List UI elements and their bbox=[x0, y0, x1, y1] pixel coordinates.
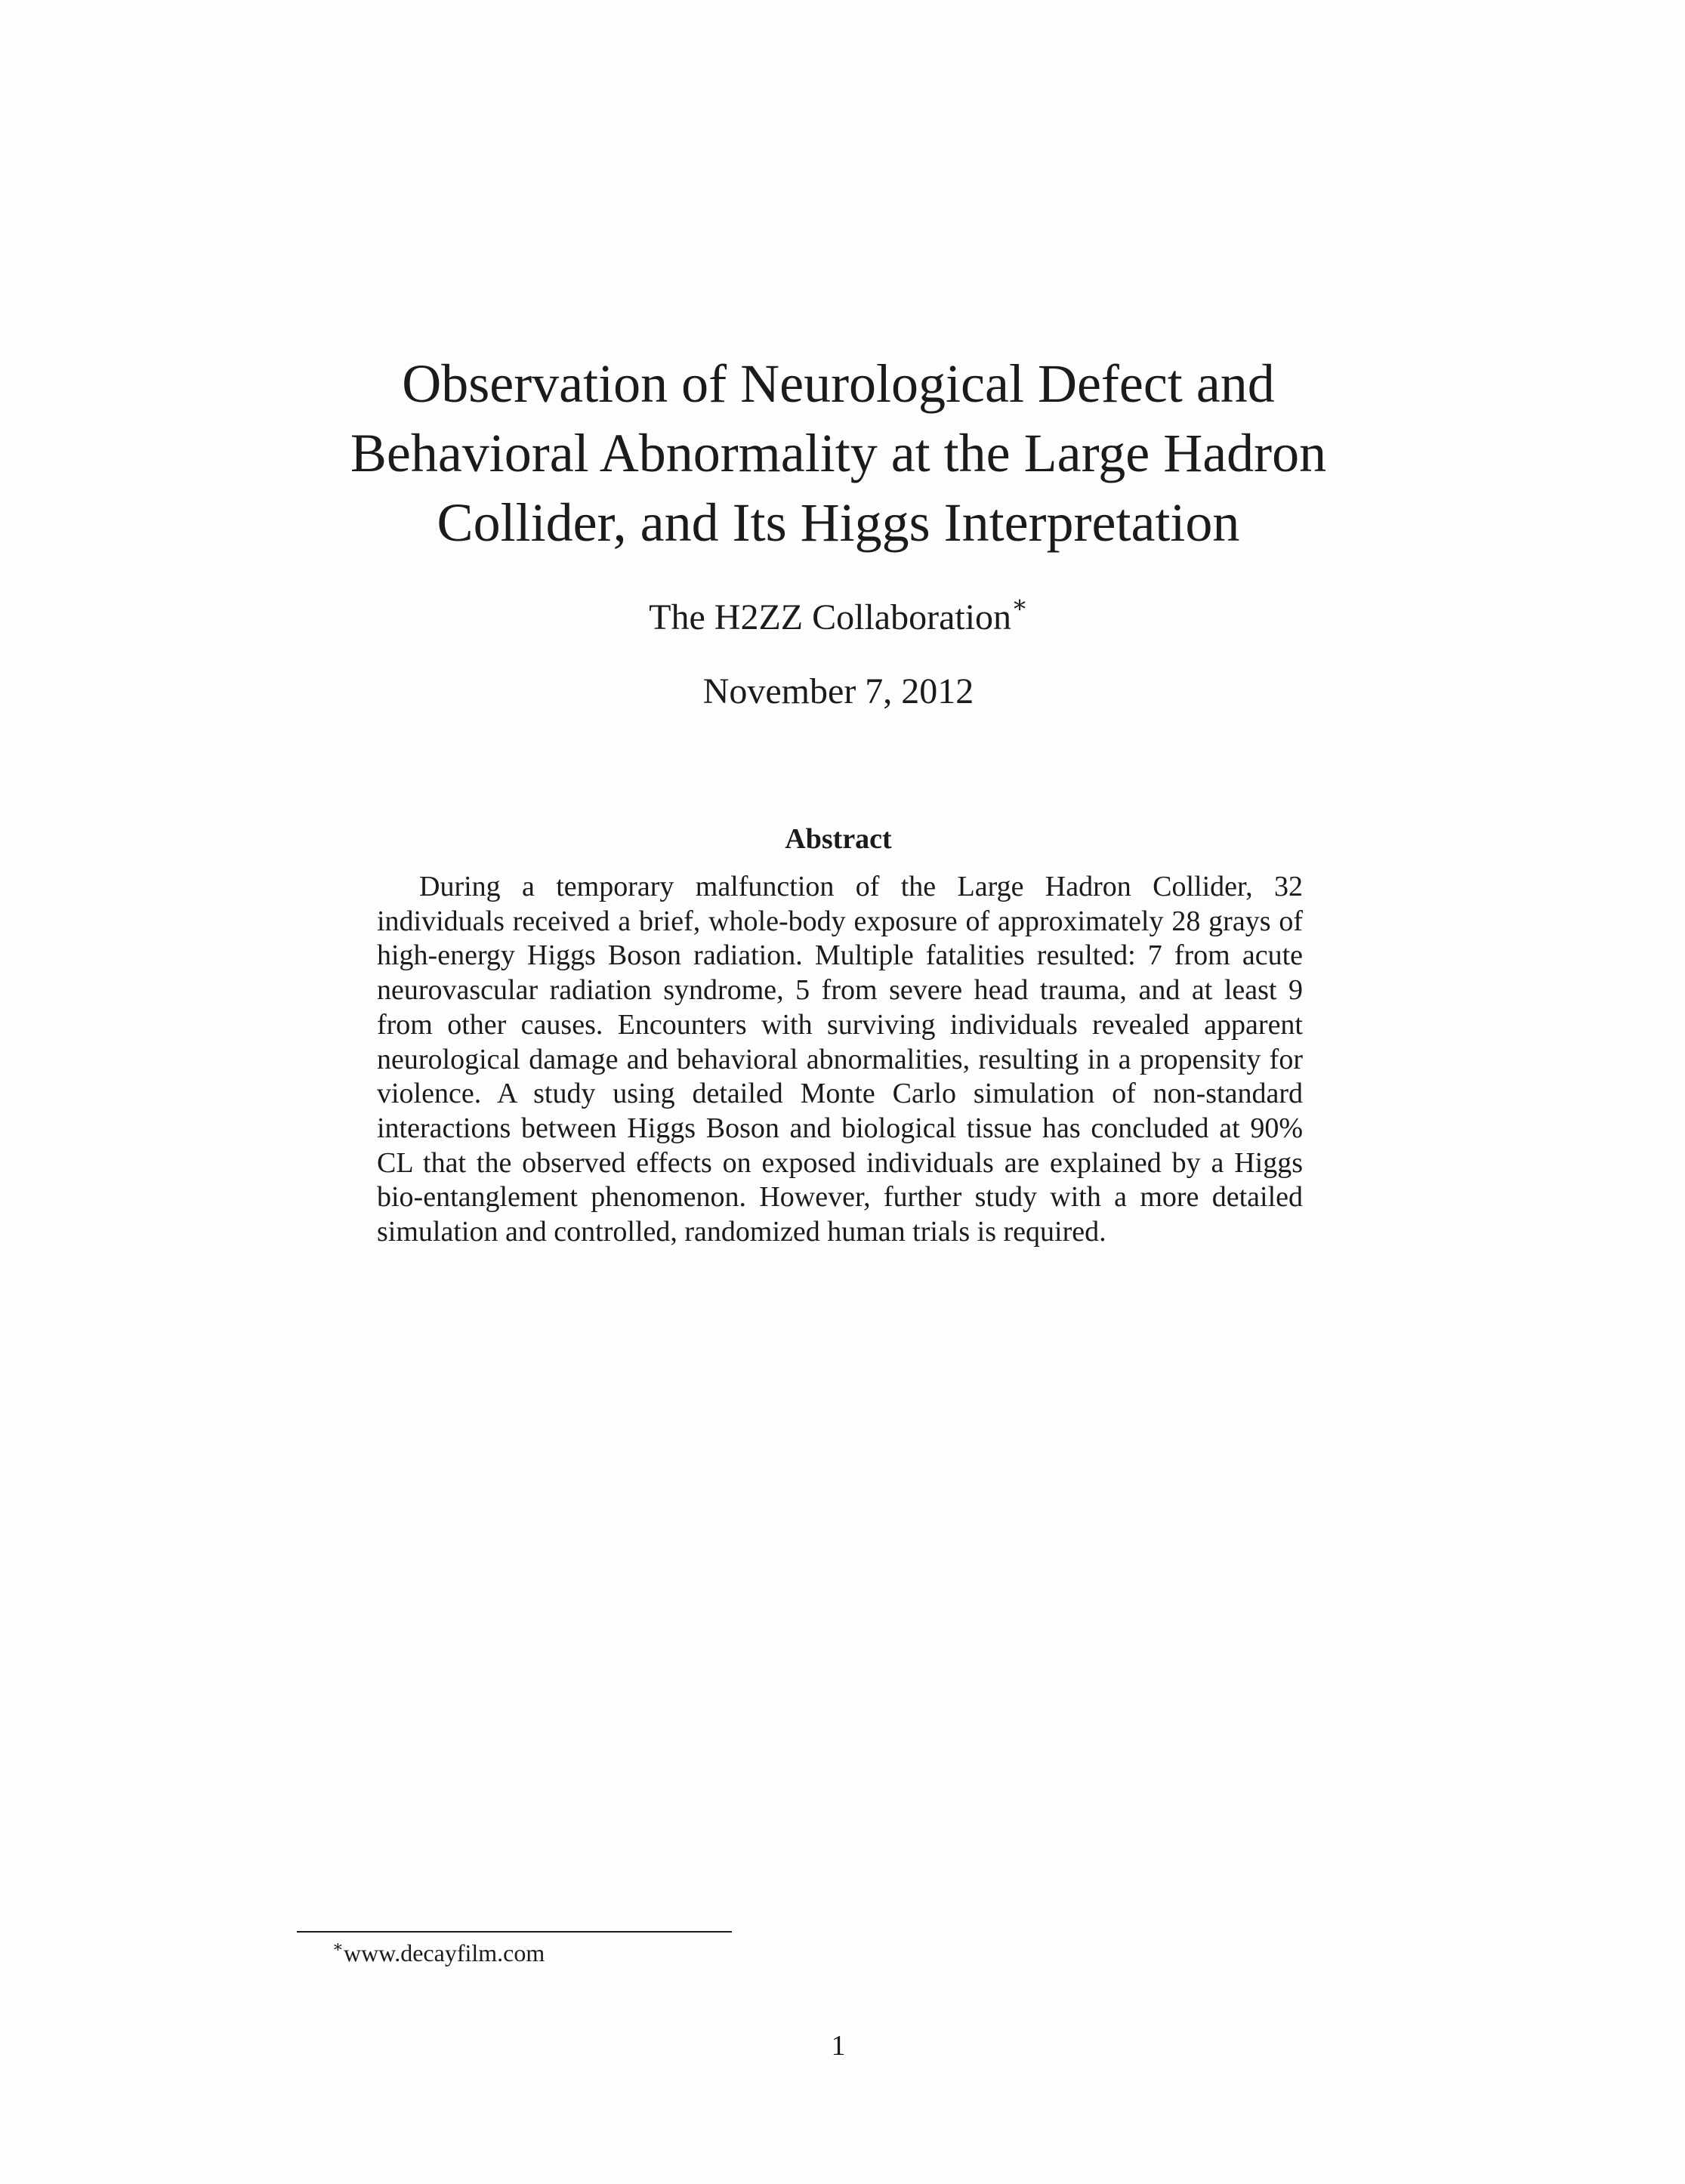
footnote bbox=[332, 1938, 1012, 1968]
abstract-body: During a temporary malfunction of the Large Hadron Collider, 32 individuals received a brief, whole-body exposure of approximately 28 grays of high-energy Higgs Boson radiation. Multiple fatalities resulted: 7 from acute neurovascular radiation syndrome, 5 from severe head trauma, and at least 9 from other causes. Encounters with surviving individuals revealed apparent neurological damage and behavioral abnormalities, resulting in a propensity for violence. A study using detailed Monte Carlo simulation of non-standard interactions between Higgs Boson and biological tissue has concluded at 90% CL that the observed effects on exposed individuals are explained by a Higgs bio-entanglement phenomenon. However, further study with a more detailed simulation and controlled, randomized human trials is required. bbox=[377, 871, 1303, 1248]
footnote-mark: ∗ bbox=[332, 1937, 344, 1956]
footnote-link[interactable]: www.decayfilm.com bbox=[343, 1939, 545, 1967]
footnote-rule bbox=[297, 1931, 732, 1933]
paper-title: Observation of Neurological Defect and Behavioral Abnormality at the Large Hadron Collider, and Its Higgs Interpretation bbox=[350, 353, 1327, 553]
paper-date: November 7, 2012 bbox=[702, 671, 974, 711]
abstract-heading: Abstract bbox=[785, 823, 892, 855]
author-footnote-mark: ∗ bbox=[1011, 591, 1028, 618]
author-name: The H2ZZ Collaboration bbox=[649, 597, 1012, 637]
paper-author bbox=[287, 591, 1390, 640]
page-number: 1 bbox=[831, 2030, 846, 2062]
